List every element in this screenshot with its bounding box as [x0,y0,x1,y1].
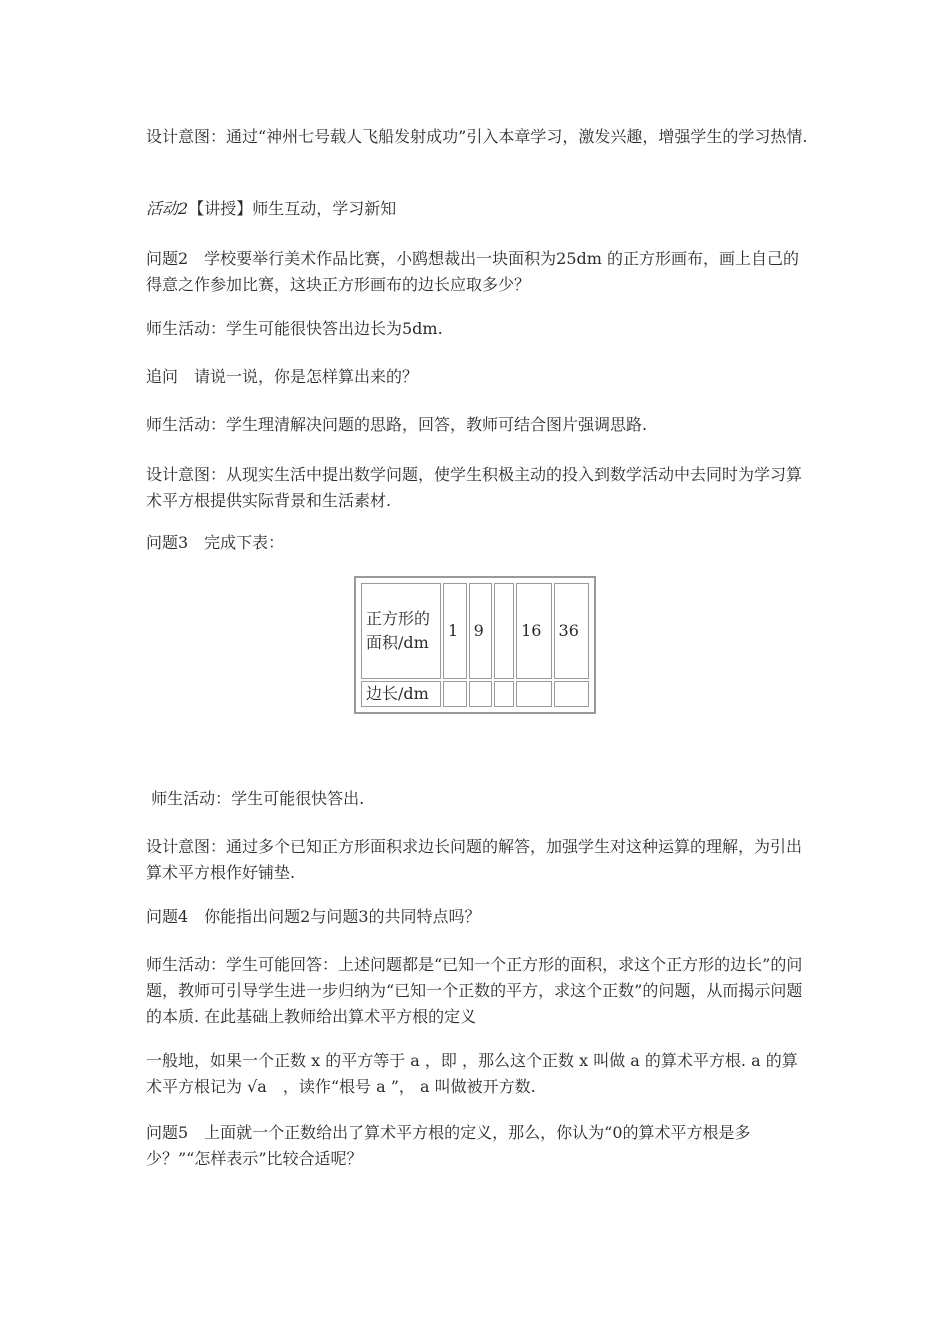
table-cell: 16 [516,583,551,679]
activity-2-label: 活动2 [146,199,189,218]
table-cell [516,681,551,707]
table-cell [443,681,467,707]
table-cell: 9 [469,583,493,679]
table-cell [469,681,493,707]
question-3: 问题3 完成下表： [146,533,285,552]
arithmetic-square-root-definition: 一般地，如果一个正数 x 的平方等于 a ，即 ，那么这个正数 x 叫做 a 的算术平方根. a 的算术平方根记为 √a ，读作“根号 a ”， a 叫做被开方数. [146,1051,798,1096]
table-cell: 36 [554,583,589,679]
table-row [361,681,589,707]
table-cell [494,583,514,679]
follow-up-question: 追问 请说一说，你是怎样算出来的？ [146,367,419,386]
design-intent-paragraph-3: 设计意图：通过多个已知正方形面积求边长问题的解答，加强学生对这种运算的理解，为引出算术平方根作好铺垫. [146,837,803,882]
teacher-student-activity-2: 师生活动：学生理清解决问题的思路，回答，教师可结合图片强调思路. [146,415,648,434]
table-header-area: 正方形的面积/dm [361,583,441,679]
table-cell: 1 [443,583,467,679]
table-header-side: 边长/dm [361,681,441,707]
teacher-student-activity-4: 师生活动：学生可能回答：上述问题都是“已知一个正方形的面积，求这个正方形的边长”的问题，教师可引导学生进一步归纳为“已知一个正数的平方，求这个正数”的问题，从而揭示问题的本质. 在此基础上教师给出算术平方根的定义 [146,955,803,1026]
teacher-student-activity-3: 师生活动：学生可能很快答出. [146,789,365,808]
question-4: 问题4 你能指出问题2与问题3的共同特点吗？ [146,907,481,926]
question-2: 问题2 学校要举行美术作品比赛，小鸥想裁出一块面积为25dm 的正方形画布，画上自己的得意之作参加比赛，这块正方形画布的边长应取多少？ [146,249,800,294]
table-cell [494,681,514,707]
table-cell [554,681,589,707]
activity-2-heading [146,196,810,222]
question-5: 问题5 上面就一个正数给出了算术平方根的定义，那么，你认为“0的算术平方根是多少？”“怎样表示”比较合适呢？ [146,1123,751,1168]
design-intent-paragraph-1: 设计意图：通过“神州七号载人飞船发射成功”引入本章学习，激发兴趣，增强学生的学习热情. [146,127,808,146]
teacher-student-activity-1: 师生活动：学生可能很快答出边长为5dm. [146,319,443,338]
design-intent-paragraph-2: 设计意图：从现实生活中提出数学问题，使学生积极主动的投入到数学活动中去同时为学习算术平方根提供实际背景和生活素材. [146,465,803,510]
area-side-table [354,576,596,714]
table-row [361,583,589,679]
activity-2-title: 【讲授】师生互动，学习新知 [188,199,397,218]
